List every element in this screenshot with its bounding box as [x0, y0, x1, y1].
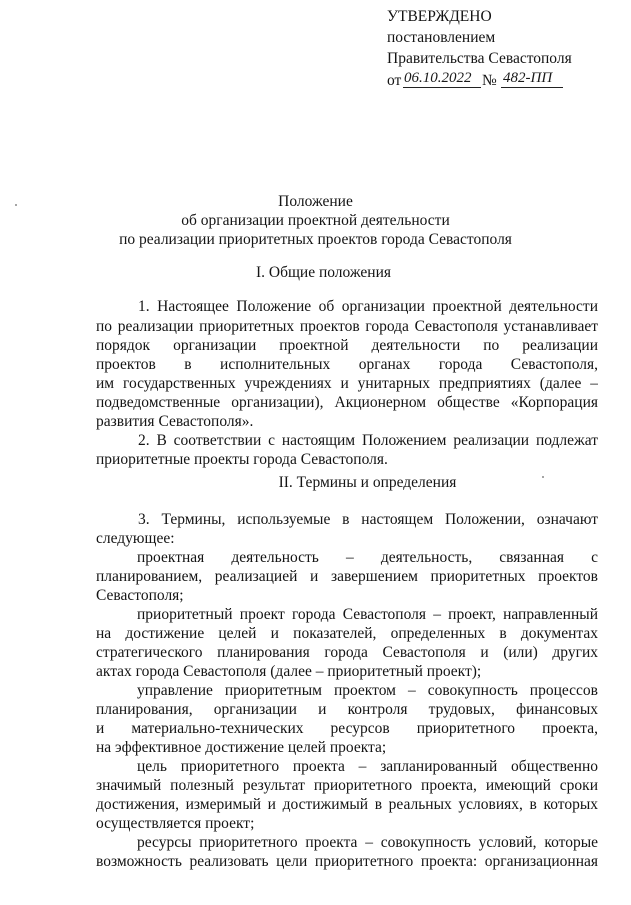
- paragraph-line: и материально-технических ресурсов приоритетного проекта,: [96, 720, 598, 737]
- paragraph-line: управление приоритетным проектом – совокупность процессов: [137, 682, 598, 699]
- paragraph-line: 1. Настоящее Положение об организации проектной деятельности: [138, 298, 598, 315]
- paragraph-line: планированием, реализацией и завершением приоритетных проектов: [96, 568, 598, 585]
- paragraph-line: стратегического планирования города Севастополя и (или) других: [96, 644, 598, 661]
- paragraph-line: приоритетный проект города Севастополя – проект, направленный: [137, 606, 598, 623]
- paragraph-line: по реализации приоритетных проектов города Севастополя устанавливает: [96, 318, 598, 335]
- section-1-title: I. Общие положения: [255, 264, 392, 281]
- scan-speck: [15, 204, 17, 206]
- paragraph-line: Севастополя;: [96, 587, 184, 604]
- paragraph-line: им государственных учреждениях и унитарных предприятиях (далее –: [96, 375, 598, 392]
- approval-number: 482-ПП: [503, 70, 553, 86]
- paragraph-line: приоритетные проекты города Севастополя.: [96, 451, 388, 468]
- approval-number-sign: №: [482, 72, 497, 89]
- paragraph-line: порядок организации проектной деятельности по реализации: [96, 337, 598, 354]
- approval-title: УТВЕРЖДЕНО: [387, 8, 492, 25]
- paragraph-line: проектная деятельность – деятельность, связанная с: [137, 549, 598, 566]
- paragraph-line: на достижение целей и показателей, определенных в документах: [96, 625, 598, 642]
- section-2-title: II. Термины и определения: [278, 474, 457, 491]
- date-underline: [403, 87, 481, 88]
- paragraph-line: на эффективное достижение целей проекта;: [96, 739, 387, 756]
- paragraph-line: достижения, измеримый и достижимый в реальных условиях, в которых: [96, 796, 598, 813]
- paragraph-line: ресурсы приоритетного проекта – совокупность условий, которые: [137, 834, 598, 851]
- paragraph-line: развития Севастополя».: [96, 413, 254, 430]
- paragraph-line: значимый полезный результат приоритетного проекта, имеющий сроки: [96, 777, 598, 794]
- doc-title-line-2: об организации проектной деятельности: [181, 212, 450, 229]
- number-underline: [501, 87, 563, 88]
- paragraph-line: 3. Термины, используемые в настоящем Положении, означают: [138, 511, 598, 528]
- paragraph-line: актах города Севастополя (далее – приоритетный проект);: [96, 663, 482, 680]
- paragraph-line: 2. В соответствии с настоящим Положением реализации подлежат: [138, 432, 598, 449]
- paragraph-line: планирования, организации и контроля трудовых, финансовых: [96, 701, 598, 718]
- approval-line-2: Правительства Севастополя: [387, 50, 572, 67]
- paragraph-line: осуществляется проект;: [96, 815, 255, 832]
- paragraph-line: проектов в исполнительных органах города Севастополя,: [96, 356, 598, 373]
- doc-title-line-3: по реализации приоритетных проектов города Севастополя: [119, 231, 512, 248]
- approval-date: 06.10.2022: [404, 70, 472, 86]
- paragraph-line: следующее:: [96, 530, 175, 547]
- scan-speck: [542, 476, 544, 478]
- approval-line-3: [387, 70, 587, 92]
- approval-from-prefix: от: [387, 72, 402, 89]
- paragraph-line: цель приоритетного проекта – запланированный общественно: [137, 758, 598, 775]
- paragraph-line: возможность реализовать цели приоритетного проекта: организационная: [96, 853, 598, 870]
- paragraph-line: подведомственные организации), Акционерном обществе «Корпорация: [96, 394, 598, 411]
- doc-title: Положение: [278, 193, 353, 210]
- approval-line-1: постановлением: [387, 29, 496, 46]
